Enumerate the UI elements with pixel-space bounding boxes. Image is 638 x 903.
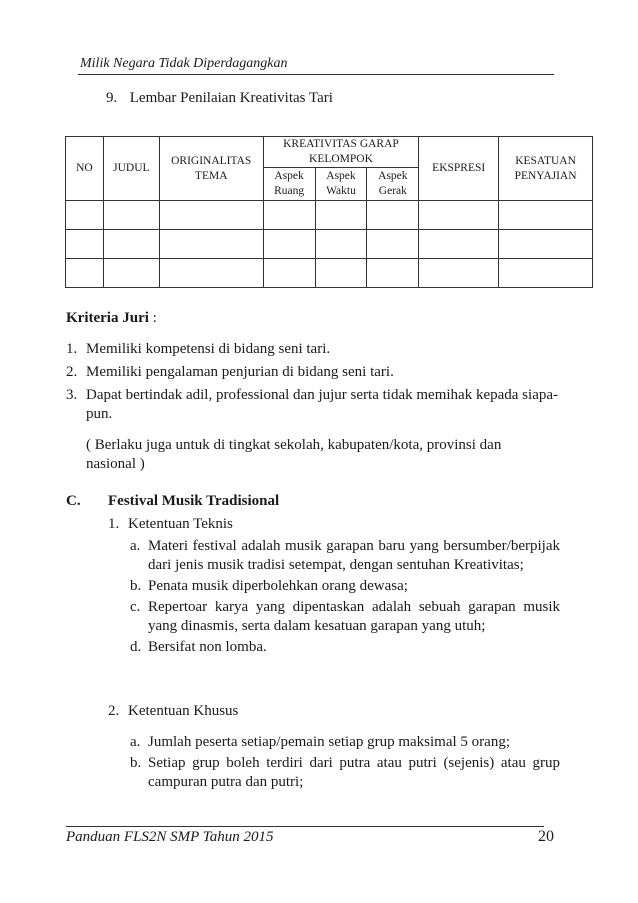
col-judul: JUDUL <box>103 137 159 201</box>
list-item <box>66 363 558 382</box>
assessment-table <box>65 136 593 288</box>
col-kesatuan: KESATUAN PENYAJIAN <box>499 137 593 201</box>
header-text: Milik Negara Tidak Diperdagangkan <box>80 56 288 71</box>
col-aspek-gerak: Aspek Gerak <box>367 168 419 201</box>
table-row <box>66 201 593 230</box>
kriteria-label: Kriteria Juri <box>66 310 149 326</box>
section-title-text: Lembar Penilaian Kreativitas Tari <box>129 90 333 106</box>
header-rule <box>78 74 554 75</box>
khusus-heading <box>108 703 238 720</box>
kriteria-suffix: : <box>148 310 157 326</box>
col-aspek-waktu: Aspek Waktu <box>315 168 367 201</box>
teknis-heading <box>108 516 233 533</box>
criteria-list <box>66 340 558 428</box>
list-item <box>130 598 560 636</box>
item-letter: a. <box>130 734 141 750</box>
kriteria-heading <box>66 310 157 327</box>
list-item <box>130 754 560 792</box>
teknis-list <box>130 537 560 659</box>
item-letter: c. <box>130 599 141 615</box>
note-text: ( Berlaku juga untuk di tingkat sekolah, kabupaten/kota, provinsi dan nasional ) <box>86 437 502 472</box>
section-c-title: Festival Musik Tradisional <box>108 493 280 509</box>
page-number: 20 <box>538 828 554 845</box>
item-text: Dapat bertindak adil, professional dan jujur serta tidak memihak kepada siapa-pun. <box>86 387 558 422</box>
col-no: NO <box>66 137 104 201</box>
footer-rule <box>66 826 544 827</box>
section-title <box>106 90 333 107</box>
item-number: 1. <box>66 341 78 357</box>
item-letter: b. <box>130 755 142 771</box>
item-number: 2. <box>66 364 78 380</box>
table-row <box>66 259 593 288</box>
item-text: Setiap grup boleh terdiri dari putra atau putri (sejenis) atau grup campuran putra dan putri; <box>148 755 560 790</box>
list-item <box>130 537 560 575</box>
list-item <box>130 638 560 657</box>
item-text: Memiliki kompetensi di bidang seni tari. <box>86 341 331 357</box>
khusus-number: 2. <box>108 703 120 719</box>
col-ekspresi: EKSPRESI <box>419 137 499 201</box>
list-item <box>66 386 558 424</box>
item-letter: b. <box>130 578 142 594</box>
list-item <box>66 340 558 359</box>
footer-text: Panduan FLS2N SMP Tahun 2015 <box>66 829 274 845</box>
list-item <box>130 577 560 596</box>
teknis-title: Ketentuan Teknis <box>128 516 233 532</box>
col-aspek-ruang: Aspek Ruang <box>263 168 315 201</box>
section-number: 9. <box>106 90 118 106</box>
item-text: Repertoar karya yang dipentaskan adalah sebuah garapan musik yang dinasmis, serta dalam kesatuan garapan yang utuh; <box>148 599 560 634</box>
khusus-list <box>130 733 560 794</box>
list-item <box>130 733 560 752</box>
item-letter: d. <box>130 639 142 655</box>
item-text: Penata musik diperbolehkan orang dewasa; <box>148 578 408 594</box>
col-kreativitas: KREATIVITAS GARAP KELOMPOK <box>263 137 419 168</box>
teknis-number: 1. <box>108 516 120 532</box>
item-text: Memiliki pengalaman penjurian di bidang seni tari. <box>86 364 394 380</box>
section-c-heading <box>66 493 279 510</box>
table-row <box>66 230 593 259</box>
item-number: 3. <box>66 387 78 403</box>
col-originalitas: ORIGINALITAS TEMA <box>159 137 263 201</box>
item-text: Jumlah peserta setiap/pemain setiap grup maksimal 5 orang; <box>148 734 510 750</box>
item-text: Materi festival adalah musik garapan baru yang bersumber/berpijak dari jenis musik tradisi setempat, dengan sentuhan Kreativitas; <box>148 538 560 573</box>
item-text: Bersifat non lomba. <box>148 639 267 655</box>
item-letter: a. <box>130 538 141 554</box>
section-c-letter: C. <box>66 493 81 509</box>
khusus-title: Ketentuan Khusus <box>128 703 239 719</box>
